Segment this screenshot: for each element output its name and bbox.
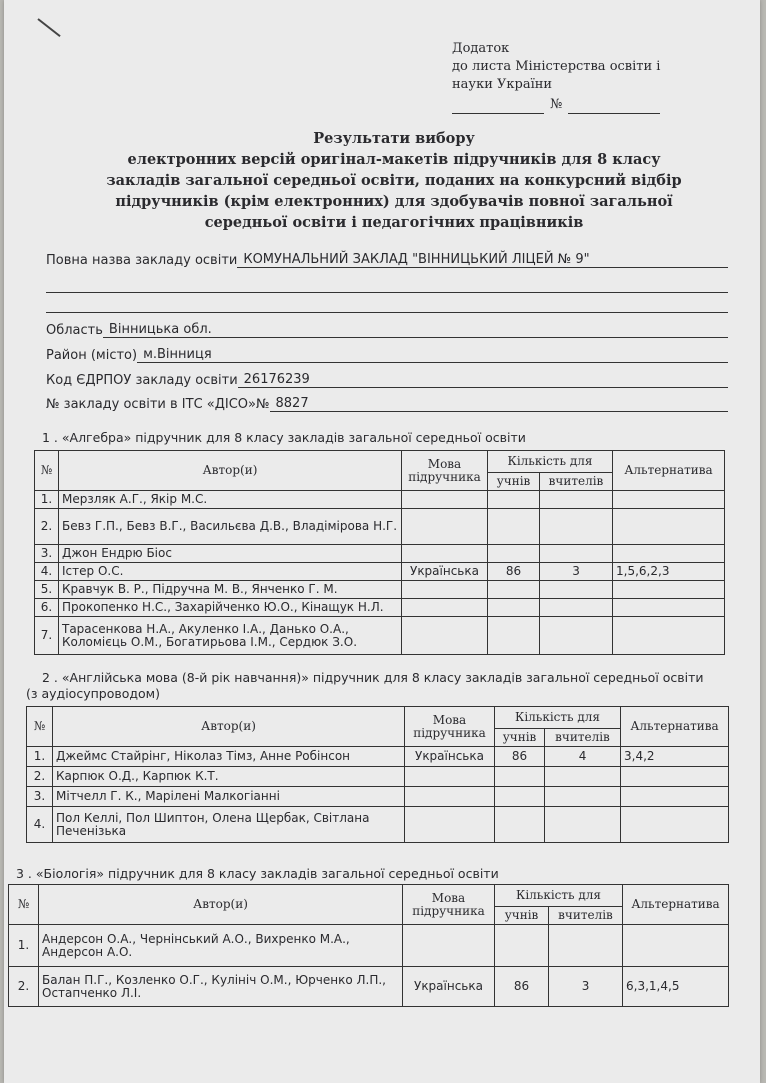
row-alternative: 1,5,6,2,3	[613, 563, 725, 581]
header-alternative: Альтернатива	[623, 885, 729, 925]
header-author: Автор(и)	[59, 451, 402, 491]
row-teachers: 3	[540, 563, 613, 581]
row-number: 2.	[35, 509, 59, 545]
row-students	[488, 581, 540, 599]
title-line-2: електронних версій оригінал-макетів підручників для 8 класу	[127, 151, 661, 168]
textbook-table-biology	[8, 884, 729, 1007]
row-students	[488, 491, 540, 509]
header-students: учнів	[495, 729, 545, 747]
row-students	[488, 617, 540, 655]
row-students	[488, 599, 540, 617]
district-field	[46, 347, 728, 363]
row-language	[405, 807, 495, 843]
title-line-1: Результати вибору	[313, 130, 475, 147]
row-alternative	[613, 509, 725, 545]
row-students	[495, 767, 545, 787]
header-number: №	[27, 707, 53, 747]
row-alternative	[613, 581, 725, 599]
district-value: м.Вінниця	[137, 347, 728, 363]
title-line-4: підручників (крім електронних) для здобувачів повної загальної	[115, 193, 673, 210]
row-number: 5.	[35, 581, 59, 599]
header-author: Автор(и)	[39, 885, 403, 925]
row-language	[402, 491, 488, 509]
edrpou-value: 26176239	[238, 372, 728, 388]
table-row	[35, 491, 725, 509]
table-row	[35, 581, 725, 599]
row-language	[402, 581, 488, 599]
row-number: 3.	[27, 787, 53, 807]
row-teachers: 4	[545, 747, 621, 767]
row-number: 1.	[35, 491, 59, 509]
header-author: Автор(и)	[53, 707, 405, 747]
row-author: Кравчук В. Р., Підручна М. В., Янченко Г. М.	[59, 581, 402, 599]
textbook-table-algebra	[34, 450, 725, 655]
page-title	[44, 128, 744, 233]
row-students: 86	[495, 747, 545, 767]
row-number: 4.	[35, 563, 59, 581]
row-alternative	[621, 767, 729, 787]
row-teachers	[540, 617, 613, 655]
row-students: 86	[488, 563, 540, 581]
title-line-5: середньої освіти і педагогічних працівників	[204, 214, 584, 231]
its-value: 8827	[270, 396, 728, 412]
header-language: Мова підручника	[403, 885, 495, 925]
annex-line-1: Додаток	[452, 41, 510, 56]
row-teachers	[540, 581, 613, 599]
table-row	[9, 967, 729, 1007]
document-page	[4, 0, 760, 1083]
table-row	[35, 563, 725, 581]
row-author: Тарасенкова Н.А., Акуленко І.А., Данько О.А., Коломієць О.М., Богатирьова І.М., Сердюк З.О.	[59, 617, 402, 655]
header-quantity: Кількість для	[495, 707, 621, 729]
row-language: Українська	[402, 563, 488, 581]
row-alternative	[613, 545, 725, 563]
row-author: Балан П.Г., Козленко О.Г., Кулініч О.М., Юрченко Л.П., Остапченко Л.І.	[39, 967, 403, 1007]
table-row	[35, 617, 725, 655]
row-author: Джон Ендрю Біос	[59, 545, 402, 563]
row-students	[488, 545, 540, 563]
region-field	[46, 322, 728, 338]
row-teachers	[540, 545, 613, 563]
table-row	[27, 787, 729, 807]
section-title: 1 . «Алгебра» підручник для 8 класу закладів загальної середньої освіти	[42, 430, 526, 445]
section-title: 2 . «Англійська мова (8-й рік навчання)» підручник для 8 класу закладів загальної середньої освіти	[42, 670, 704, 685]
annex-line-2: до листа Міністерства освіти і	[452, 59, 661, 74]
its-label: № закладу освіти в ІТС «ДІСО»№	[46, 397, 270, 412]
row-students	[495, 807, 545, 843]
row-number: 2.	[9, 967, 39, 1007]
header-language: Мова підручника	[405, 707, 495, 747]
header-students: учнів	[488, 473, 540, 491]
row-alternative: 3,4,2	[621, 747, 729, 767]
row-language	[405, 787, 495, 807]
row-teachers	[549, 925, 623, 967]
row-author: Істер О.С.	[59, 563, 402, 581]
row-number: 1.	[27, 747, 53, 767]
row-number: 3.	[35, 545, 59, 563]
row-alternative	[613, 491, 725, 509]
blank-line	[46, 312, 728, 313]
row-language	[402, 545, 488, 563]
row-alternative: 6,3,1,4,5	[623, 967, 729, 1007]
annex-line-3: науки України	[452, 77, 553, 92]
header-teachers: вчителів	[540, 473, 613, 491]
annex-header	[452, 40, 660, 114]
edrpou-field	[46, 372, 728, 388]
row-teachers	[545, 807, 621, 843]
pen-mark	[37, 18, 60, 37]
row-language	[403, 925, 495, 967]
row-author: Андерсон О.А., Чернінський А.О., Вихренко М.А., Андерсон А.О.	[39, 925, 403, 967]
textbook-table-english	[26, 706, 729, 843]
row-students	[495, 787, 545, 807]
its-field	[46, 396, 728, 412]
row-teachers	[540, 599, 613, 617]
header-number: №	[9, 885, 39, 925]
row-alternative	[621, 787, 729, 807]
row-language	[405, 767, 495, 787]
row-author: Джеймс Стайрінг, Ніколаз Тімз, Анне Робінсон	[53, 747, 405, 767]
row-number: 1.	[9, 925, 39, 967]
annex-signature	[452, 96, 660, 114]
table-row	[27, 807, 729, 843]
row-teachers	[540, 509, 613, 545]
date-blank	[452, 101, 544, 114]
header-quantity: Кількість для	[495, 885, 623, 907]
school-name-label: Повна назва закладу освіти	[46, 253, 238, 268]
row-number: 4.	[27, 807, 53, 843]
row-students: 86	[495, 967, 549, 1007]
header-teachers: вчителів	[545, 729, 621, 747]
table-row	[27, 767, 729, 787]
table-row	[9, 925, 729, 967]
row-number: 2.	[27, 767, 53, 787]
school-name-field	[46, 252, 728, 268]
row-number: 6.	[35, 599, 59, 617]
header-alternative: Альтернатива	[621, 707, 729, 747]
title-line-3: закладів загальної середньої освіти, поданих на конкурсний відбір	[106, 172, 682, 189]
section-subtitle: (з аудіосупроводом)	[26, 686, 160, 701]
row-teachers	[540, 491, 613, 509]
row-students	[488, 509, 540, 545]
school-name-value: КОМУНАЛЬНИЙ ЗАКЛАД "ВІННИЦЬКИЙ ЛІЦЕЙ № 9"	[237, 252, 728, 268]
row-author: Мерзляк А.Г., Якір М.С.	[59, 491, 402, 509]
table-row	[35, 545, 725, 563]
row-language: Українська	[405, 747, 495, 767]
header-students: учнів	[495, 907, 549, 925]
row-author: Прокопенко Н.С., Захарійченко Ю.О., Кінащук Н.Л.	[59, 599, 402, 617]
table-row	[35, 599, 725, 617]
region-value: Вінницька обл.	[103, 322, 728, 338]
header-number: №	[35, 451, 59, 491]
row-author: Пол Келлі, Пол Шиптон, Олена Щербак, Світлана Печенізька	[53, 807, 405, 843]
row-author: Бевз Г.П., Бевз В.Г., Васильєва Д.В., Владімірова Н.Г.	[59, 509, 402, 545]
row-alternative	[613, 617, 725, 655]
header-alternative: Альтернатива	[613, 451, 725, 491]
blank-line	[46, 292, 728, 293]
row-language	[402, 599, 488, 617]
row-teachers	[545, 767, 621, 787]
row-alternative	[613, 599, 725, 617]
region-label: Область	[46, 323, 103, 338]
row-number: 7.	[35, 617, 59, 655]
row-author: Мітчелл Г. К., Марілені Малкогіанні	[53, 787, 405, 807]
header-language: Мова підручника	[402, 451, 488, 491]
row-students	[495, 925, 549, 967]
number-blank	[568, 101, 660, 114]
number-sign: №	[550, 97, 563, 112]
table-row	[27, 747, 729, 767]
district-label: Район (місто)	[46, 348, 138, 363]
row-language	[402, 617, 488, 655]
table-row	[35, 509, 725, 545]
row-author: Карпюк О.Д., Карпюк К.Т.	[53, 767, 405, 787]
section-title: 3 . «Біологія» підручник для 8 класу закладів загальної середньої освіти	[16, 866, 499, 881]
header-quantity: Кількість для	[488, 451, 613, 473]
row-alternative	[621, 807, 729, 843]
row-language	[402, 509, 488, 545]
row-language: Українська	[403, 967, 495, 1007]
row-teachers	[545, 787, 621, 807]
header-teachers: вчителів	[549, 907, 623, 925]
edrpou-label: Код ЄДРПОУ закладу освіти	[46, 373, 238, 388]
row-alternative	[623, 925, 729, 967]
row-teachers: 3	[549, 967, 623, 1007]
